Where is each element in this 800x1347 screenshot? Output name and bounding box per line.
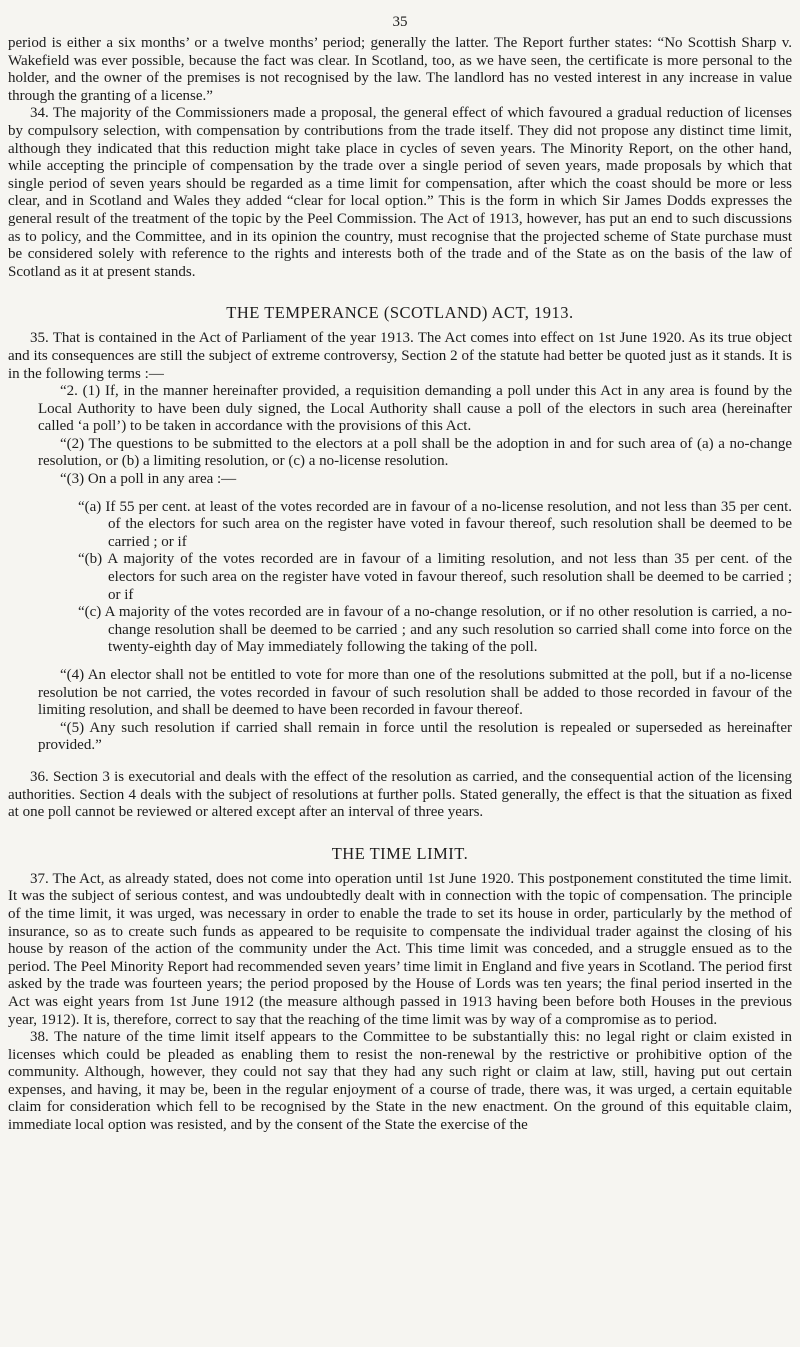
quote-subclause-b: “(b) A majority of the votes recorded are in favour of a limiting resolution, and not less than 35 per cent. of the electors for such area on the register have voted in favour thereof, such resolution shall be deemed to be carried ; or if [78,551,792,603]
paragraph-35: 35. That is contained in the Act of Parliament of the year 1913. The Act comes into effect on 1st June 1920. As its true object and its consequences are still the subject of extreme controversy, Section 2 of the statute had better be quoted just as it stands. It is in the following terms :— [8,330,792,382]
paragraph-continued: period is either a six months’ or a twelve months’ period; generally the latter. The Report further states: “No Scottish Sharp v. Wakefield was ever possible, because the fact was clear. In Scotland, too, as we have seen, the certificate is more personal to the holder, and the owner of the premises is not recognised by the law. The landlord has no vested interest in any increase in value through the granting of a license.” [8,35,792,104]
quote-subclause-a: “(a) If 55 per cent. at least of the votes recorded are in favour of a no-license resolution, and not less than 35 per cent. of the electors for such area on the register have voted in favour thereof, such resolution shall be deemed to be carried ; or if [78,498,792,550]
quote-section-2-5: “(5) Any such resolution if carried shall remain in force until the resolution is repealed or superseded as hereinafter provided.” [38,719,792,754]
quote-section-2-1: “2. (1) If, in the manner hereinafter provided, a requisition demanding a poll under this Act in any area is found by the Local Authority to have been duly signed, the Local Authority shall cause a poll of the electors in such area (hereinafter called ‘a poll’) to be taken in accordance with the provisions of this Act. [38,383,792,435]
section-heading-temperance-act: THE TEMPERANCE (SCOTLAND) ACT, 1913. [226,303,574,323]
quote-section-2-2: “(2) The questions to be submitted to the electors at a poll shall be the adoption in and for such area of (a) a no-change resolution, or (b) a limiting resolution, or (c) a no-license resolution. [38,435,792,470]
paragraph-36: 36. Section 3 is executorial and deals with the effect of the resolution as carried, and the consequential action of the licensing authorities. Section 4 deals with the subject of resolutions at further polls. Stated generally, the effect is that the situation as fixed at one poll cannot be reviewed or altered except after an interval of three years. [8,768,792,821]
quote-section-2-3: “(3) On a poll in any area :— [60,471,237,488]
page-number: 35 [392,14,408,30]
paragraph-34: 34. The majority of the Commissioners made a proposal, the general effect of which favoured a gradual reduction of licenses by compulsory selection, with compensation by contributions from the trade itself. They did not propose any distinct time limit, although they indicated that this reduction might take place in cycles of seven years. The Minority Report, on the other hand, while accepting the principle of compensation by the trade over a single period of seven years, made proposals by which that single period of seven years should be regarded as a time limit for compensation, after which the coast should be more or less clear, and in Scotland and Wales they added “clear for local option.” This is the form in which Sir James Dodds expresses the general result of the treatment of the topic by the Peel Commission. The Act of 1913, however, has put an end to such discussions as to policy, and the Committee, and in its opinion the country, must recognise that the projected scheme of State purchase must be considered solely with reference to the rights and interests both of the trade and of the State as on the basis of the law of Scotland as it at present stands. [8,105,792,280]
paragraph-38: 38. The nature of the time limit itself appears to the Committee to be substantially this: no legal right or claim existed in licenses which could be pleaded as enabling them to resist the non-renewal by the restrictive or prohibitive option of the community. Although, however, they could not say that they had any such right or claim at law, still, having put out certain expenses, and having, it may be, been in the regular enjoyment of a course of trade, there was, it was urged, a certain equitable claim for consideration which fell to be recognised by the State in the new enactment. On the ground of this equitable claim, immediate local option was resisted, and by the consent of the State the exercise of the [8,1029,792,1134]
section-heading-time-limit: THE TIME LIMIT. [331,843,469,863]
quote-section-2-4: “(4) An elector shall not be entitled to vote for more than one of the resolutions submitted at the poll, but if a no-license resolution be not carried, the votes recorded in favour of such resolution shall be added to those recorded in favour of the limiting resolution, and shall be deemed to have been recorded in favour thereof. [38,667,792,719]
quote-subclause-c: “(c) A majority of the votes recorded are in favour of a no-change resolution, or if no other resolution is carried, a no-change resolution shall be deemed to be carried ; and any such resolution so carried shall come into force on the twenty-eighth day of May immediately following the taking of the poll. [78,604,792,656]
paragraph-37: 37. The Act, as already stated, does not come into operation until 1st June 1920. This postponement constituted the time limit. It was the subject of serious contest, and was undoubtedly dealt with in connection with the topic of compensation. The principle of the time limit, it was urged, was necessary in order to enable the trade to set its house in order, particularly by the method of insurance, so as to create such funds as appeared to be requisite to compensate the individual trader against the closing of his house by reason of the action of the community under the Act. This time limit was conceded, and a struggle ensued as to the period. The Peel Minority Report had recommended seven years’ time limit in England and five years in Scotland. The period first asked by the trade was fourteen years; the period proposed by the House of Lords was ten years; the final period inserted in the Act was eight years from 1st June 1912 (the measure although passed in 1913 having been before both Houses in the previous year, 1912). It is, therefore, correct to say that the reaching of the time limit was by way of a compromise as to period. [8,870,792,1028]
